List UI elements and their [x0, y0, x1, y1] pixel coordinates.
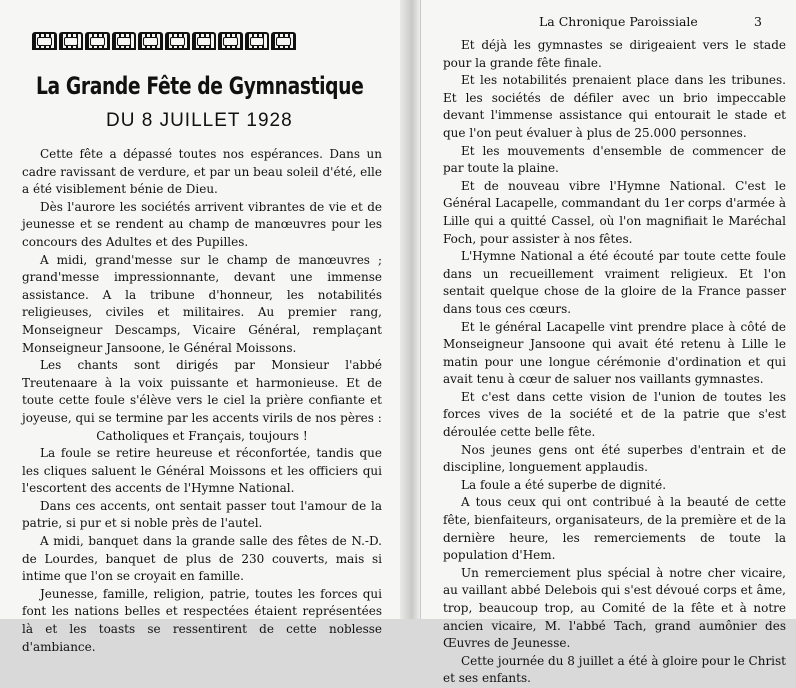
ornament-motif: [192, 32, 217, 50]
paragraph: A midi, banquet dans la grande salle des fêtes de N.-D. de Lourdes, banquet de plus de 230 couverts, mais si intime que l'on se croyait en famille.: [22, 534, 382, 584]
paragraph: Nos jeunes gens ont été superbes d'entrain et de discipline, longuement applaudis.: [443, 442, 786, 475]
ornament-motif: [138, 32, 163, 50]
paragraph: Et les mouvements d'ensemble de commencer de par toute la plaine.: [443, 143, 786, 176]
paragraph: Et déjà les gymnastes se dirigeaient vers le stade pour la grande fête finale.: [443, 38, 786, 70]
decorative-ornament: [32, 32, 296, 50]
paragraph: Cette journée du 8 juillet a été à gloire pour le Christ et ses enfants.: [443, 653, 786, 686]
paragraph: Dans ces accents, ont sentait passer tout l'amour de la patrie, si pur et si noble près de l'autel.: [22, 498, 382, 531]
paragraph: A midi, grand'messe sur le champ de manœuvres ; grand'messe impressionnante, devant une immense assistance. A la tribune d'honneur, les notabilités religieuses, civiles et militaires. Au premier rang, Monseigneur Descamps, Vicaire Général, remplaçant Monseigneur Jansoone, le Général Moissons.: [22, 252, 382, 355]
page-number: 3: [754, 14, 762, 29]
quoted-motto: Catholiques et Français, toujours !: [96, 428, 308, 443]
book-gutter: [400, 0, 420, 619]
ornament-motif: [218, 32, 243, 50]
ornament-motif: [112, 32, 137, 50]
paragraph: L'Hymne National a été écouté par toute cette foule dans un recueillement vraiment religieux. Et l'on sentait quelque chose de la gloire de la France passer dans tous ces cœurs.: [443, 249, 786, 316]
paragraph: Dès l'aurore les sociétés arrivent vibrantes de vie et de jeunesse et se rendent au champ de manœuvres pour les concours des Adultes et des Pupilles.: [22, 199, 382, 249]
paragraph: La foule se retire heureuse et réconfortée, tandis que les cliques saluent le Général Moissons et les officiers qui l'escortent des accents de l'Hymne National.: [22, 446, 382, 496]
article-date: DU 8 JUILLET 1928: [106, 110, 293, 131]
left-page: [0, 0, 400, 654]
ornament-motif: [32, 32, 57, 50]
paragraph: Les chants sont dirigés par Monsieur l'abbé Treutenaare à la voix puissante et harmonieuse. Et de toute cette foule s'élève vers le ciel la prière confiante et joyeuse, qui se termine par les accents virils de nos pères :: [22, 358, 382, 425]
paragraph: Et le général Lacapelle vint prendre place à côté de Monseigneur Jansoone qui avait été retenu à Lille le matin pour une longue cérémonie d'ordination et qui avait tenu à cœur de saluer nos vaillants gymnastes.: [443, 319, 786, 387]
right-article-body: [443, 37, 786, 688]
paragraph: Et de nouveau vibre l'Hymne National. C'est le Général Lacapelle, commandant du 1er corps d'armée à Lille qui a quitté Cassel, où l'on magnifiait le Maréchal Foch, pour assister à nos fêtes.: [443, 178, 786, 246]
paragraph: Et les notabilités prenaient place dans les tribunes. Et les sociétés de défiler avec un brio impeccable devant l'immense assistance qui entourait le stade et que l'on peut évaluer à plus de 25.000 personnes.: [443, 73, 786, 140]
ornament-motif: [59, 32, 84, 50]
running-title: La Chronique Paroissiale: [539, 14, 698, 29]
ornament-motif: [85, 32, 110, 50]
paragraph: Cette fête a dépassé toutes nos espérances. Dans un cadre ravissant de verdure, et par un beau soleil d'été, elle a été visiblement bénie de Dieu.: [22, 147, 382, 197]
paragraph: La foule a été superbe de dignité.: [461, 477, 667, 492]
left-article-body: [22, 146, 382, 656]
paragraph: Et c'est dans cette vision de l'union de toutes les forces vives de la société et de la patrie que s'est déroulée cette belle fête.: [443, 389, 786, 440]
paragraph: A tous ceux qui ont contribué à la beauté de cette fête, bienfaiteurs, organisateurs, de la première et de la dernière heure, les remerciements de toute la population d'Hem.: [443, 495, 786, 563]
running-header: [443, 14, 786, 29]
paragraph: Jeunesse, famille, religion, patrie, toutes les forces qui font les nations belles et respectées étaient représentées là et les toasts se ressentirent de cette noblesse d'ambiance.: [22, 586, 382, 654]
ornament-motif: [245, 32, 270, 50]
right-page: [420, 0, 796, 686]
article-title: La Grande Fête de Gymnastique: [36, 72, 364, 100]
ornament-motif: [271, 32, 296, 50]
ornament-motif: [165, 32, 190, 50]
paragraph: Un remerciement plus spécial à notre cher vicaire, au vaillant abbé Delebois qui s'est dévoué corps et âme, trop, beaucoup trop, au Comité de la fête et à notre ancien vicaire, M. l'abbé Tach, grand aumônier des Œuvres de Jeunesse.: [443, 565, 786, 651]
